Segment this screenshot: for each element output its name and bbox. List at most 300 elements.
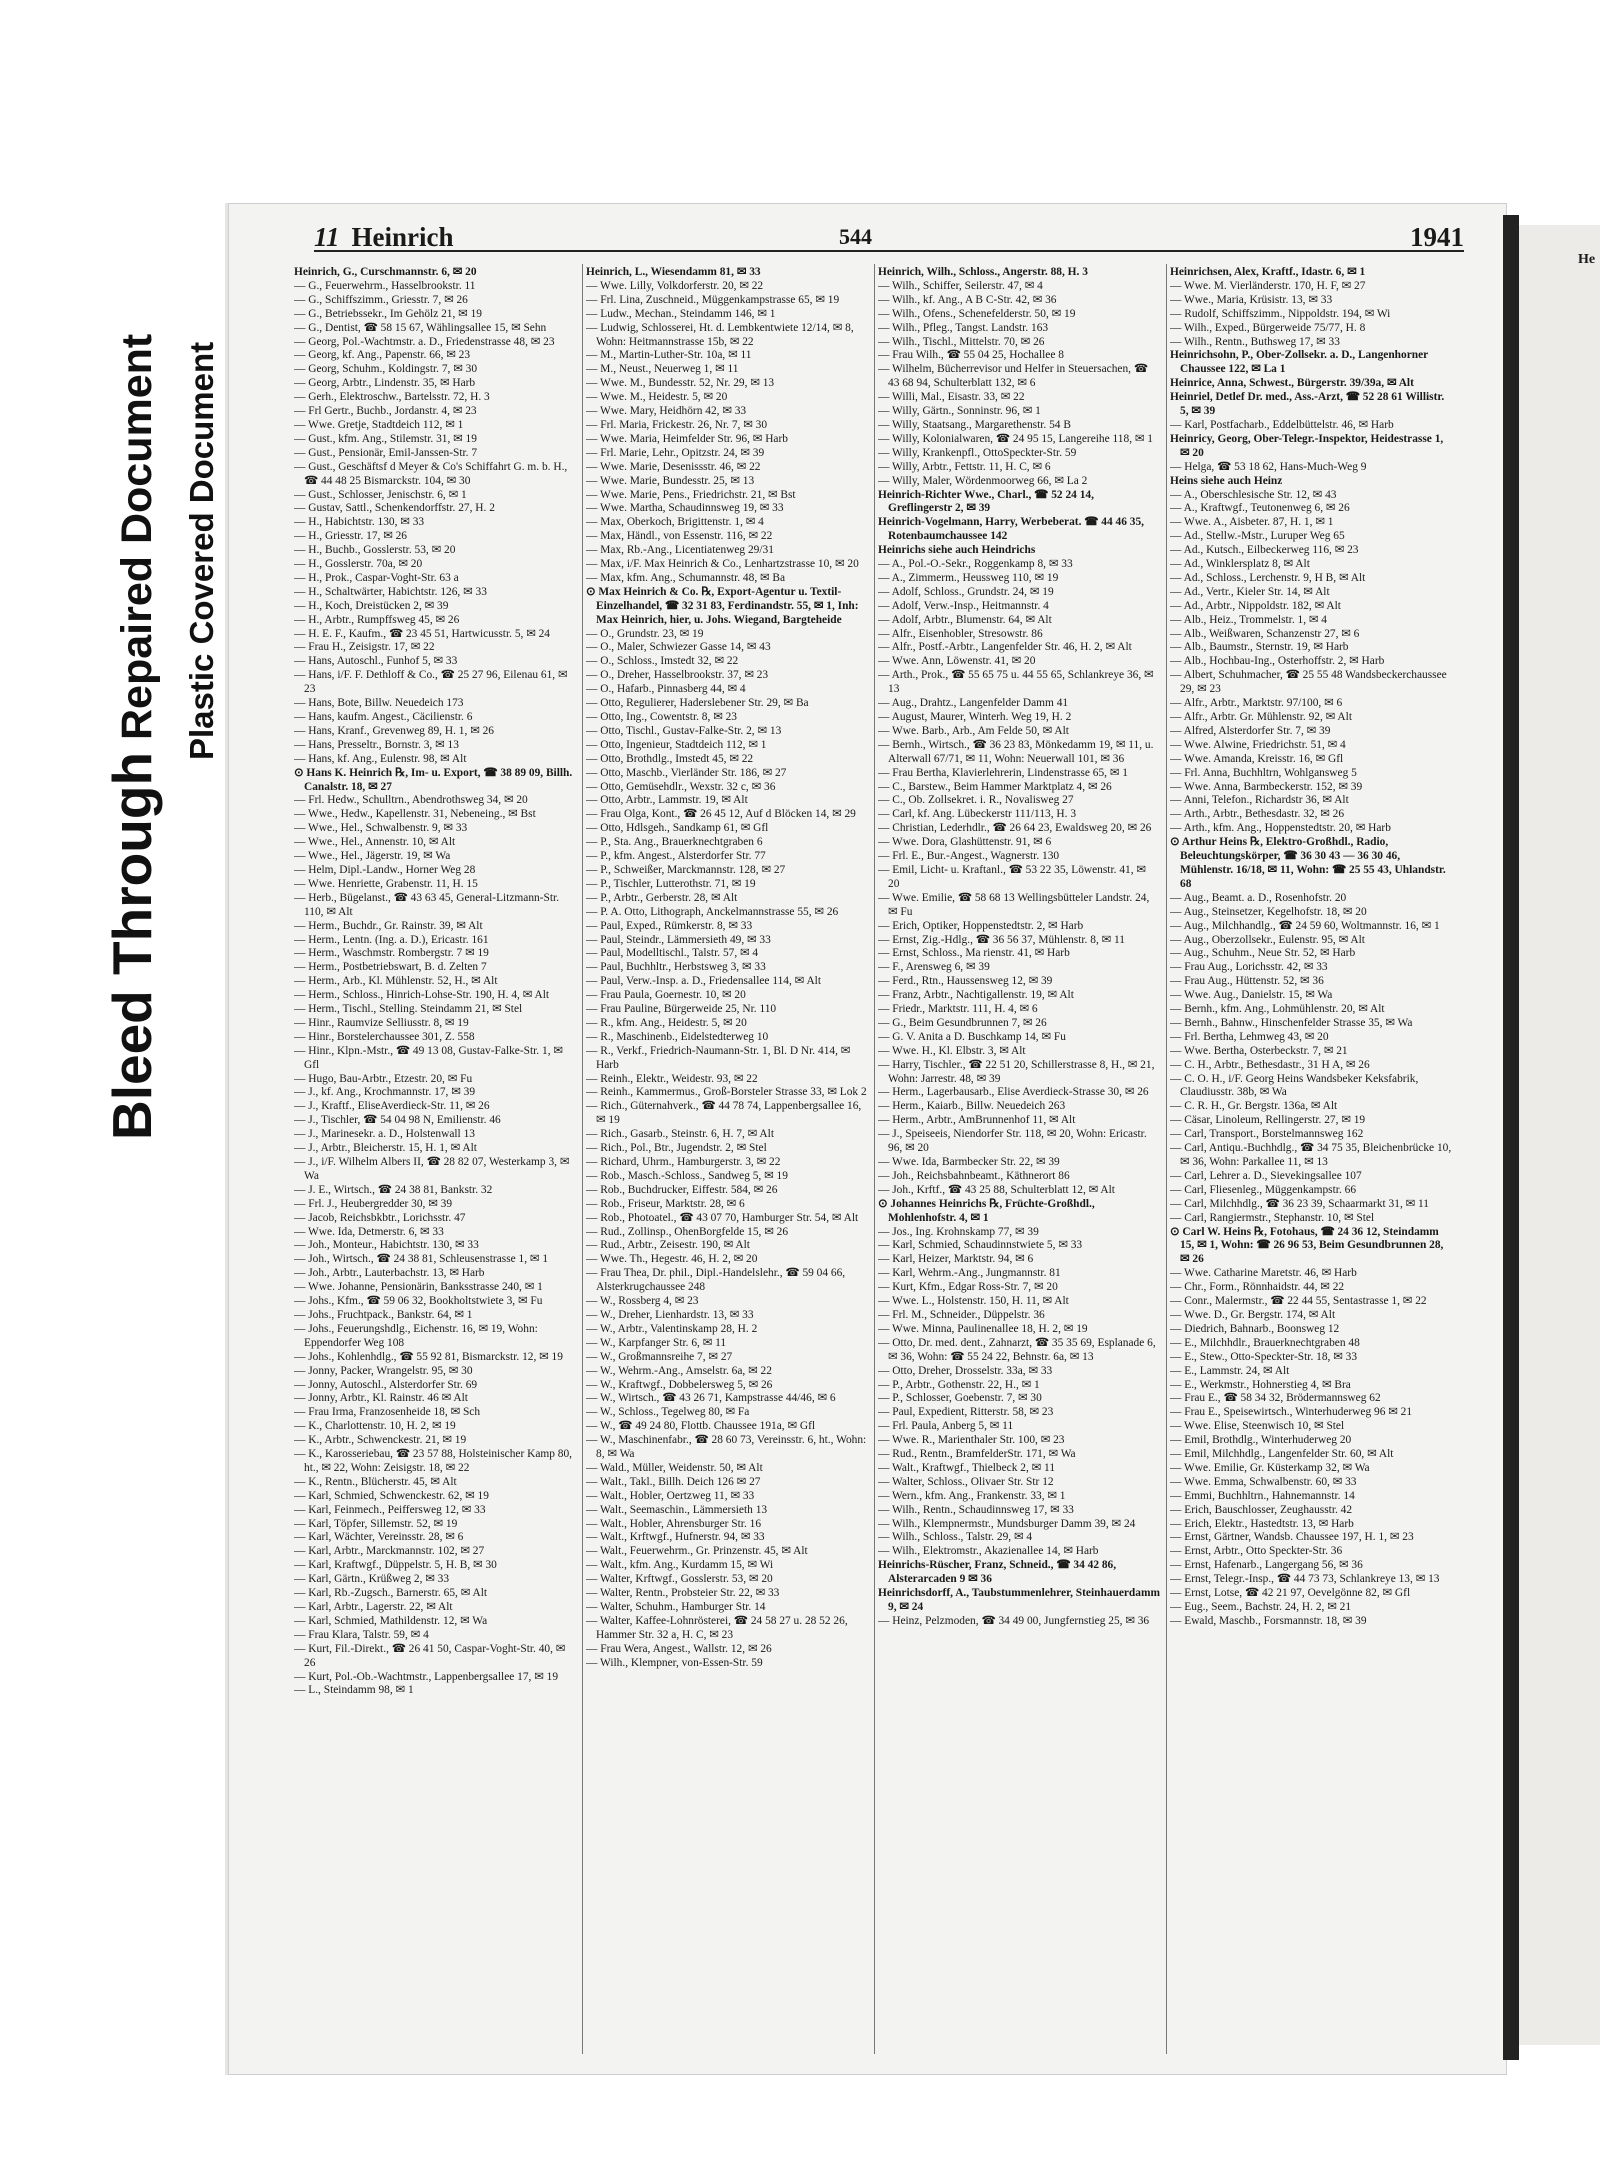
directory-entry: — Conr., Malermstr., ☎ 22 44 55, Sentastrasse 1, ✉ 22 [1170, 1295, 1427, 1308]
directory-entry: — Frl. Bertha, Lehmweg 43, ✉ 20 [1170, 1030, 1329, 1043]
directory-entry: — P., Arbtr., Gothenstr. 22, H., ✉ 1 [878, 1378, 1040, 1391]
directory-entry: — Willy, Maler, Wördenmoorweg 66, ✉ La 2 [878, 474, 1088, 487]
directory-entry: — Ad., Winklersplatz 8, ✉ Alt [1170, 558, 1310, 571]
column-rule [874, 264, 875, 2054]
directory-entry: — Eug., Seem., Bachstr. 24, H. 2, ✉ 21 [1170, 1601, 1352, 1613]
directory-entry: — Wwe. R., Marienthaler Str. 100, ✉ 23 [878, 1434, 1065, 1447]
directory-entry: — Johs., Kohlenhdlg., ☎ 55 92 81, Bismarckstr. 12, ✉ 19 [294, 1350, 563, 1363]
directory-entry: — P., Tischler, Lutterothstr. 71, ✉ 19 [586, 877, 756, 890]
directory-entry: — Wwe. Mary, Heidhörn 42, ✉ 33 [586, 405, 747, 418]
directory-entry: — Ad., Kutsch., Eilbeckerweg 116, ✉ 23 [1170, 544, 1359, 557]
directory-entry: — Johs., Fruchtpack., Bankstr. 64, ✉ 1 [294, 1308, 473, 1321]
directory-entry: — W., Arbtr., Valentinskamp 28, H. 2 [586, 1322, 758, 1335]
directory-entry: — P., Arbtr., Gerberstr. 28, ✉ Alt [586, 891, 738, 904]
directory-entry: — Ludw., Mechan., Steindamm 146, ✉ 1 [586, 307, 776, 320]
directory-entry: — Alb., Weißwaren, Schanzenstr 27, ✉ 6 [1170, 627, 1360, 640]
directory-entry: — Rudolf, Schiffszimm., Nippoldstr. 194, ✉ Wi [1170, 307, 1391, 320]
directory-entry: — Wwe. Emma, Schwalbenstr. 60, ✉ 33 [1170, 1475, 1357, 1488]
directory-entry: — H., Griesstr. 17, ✉ 26 [294, 530, 408, 543]
directory-entry: — W., Schloss., Tegelweg 80, ✉ Fa [586, 1406, 750, 1419]
directory-entry: — Hinr., Raumvize Selliusstr. 8, ✉ 19 [294, 1016, 469, 1029]
directory-entry: — Otto, Maschb., Vierländer Str. 186, ✉ 27 [586, 766, 787, 779]
directory-entry: — Paul, Modelltischl., Talstr. 57, ✉ 4 [586, 947, 759, 960]
directory-entry: — Chr., Form., Rönnhaidstr. 44, ✉ 22 [1170, 1281, 1345, 1294]
directory-entry: — Alfred, Alsterdorfer Str. 7, ✉ 39 [1170, 724, 1331, 737]
directory-entry: — Wwe., Hel., Schwalbenstr. 9, ✉ 33 [294, 822, 468, 835]
directory-entry: — Ernst, Arbtr., Otto Speckter-Str. 36 [1170, 1545, 1343, 1558]
page-number: 544 [839, 224, 872, 249]
directory-entry: — Frl. M., Schneider., Düppelstr. 36 [878, 1308, 1045, 1321]
directory-entry: — H., Prok., Caspar-Voght-Str. 63 a [294, 571, 459, 584]
directory-entry: — Jonny, Arbtr., Kl. Rainstr. 46 ✉ Alt [294, 1392, 468, 1405]
directory-entry: — Emil, Brothdlg., Winterhuderweg 20 [1170, 1434, 1352, 1447]
directory-entry: Heinrichsohn, P., Ober-Zollsekr. a. D., Langenhorner Chaussee 122, ✉ La 1 [1170, 349, 1429, 376]
directory-entry: — K., Karosseriebau, ☎ 23 57 88, Holsteinischer Kamp 80, ht., ✉ 22, Wohn: Zeisigstr. 18, ✉ 22 [294, 1448, 573, 1474]
directory-entry: — Friedr., Marktstr. 111, H. 4, ✉ 6 [878, 1003, 1038, 1016]
directory-entry: — Hinr., Klpn.-Mstr., ☎ 49 13 08, Gustav-Falke-Str. 1, ✉ Gfl [294, 1044, 563, 1071]
directory-entry: — Franz, Arbtr., Nachtigallenstr. 19, ✉ Alt [878, 989, 1074, 1002]
directory-entry: — Frau Paula, Goernestr. 10, ✉ 20 [586, 989, 746, 1002]
directory-entry: — Otto, Tischl., Gustav-Falke-Str. 2, ✉ 13 [586, 724, 782, 737]
directory-entry: — O., Grundstr. 23, ✉ 19 [586, 627, 704, 640]
directory-entry: — Frl. J., Heubergredder 30, ✉ 39 [294, 1197, 453, 1210]
directory-entry: — Arth., kfm. Ang., Hoppenstedtstr. 20, ✉ Harb [1170, 822, 1391, 835]
directory-entry: — Herm., Arbtr., AmBrunnenhof 11, ✉ Alt [878, 1114, 1076, 1127]
directory-entry: — Aug., Milchhandlg., ☎ 24 59 60, Woltmannstr. 16, ✉ 1 [1170, 919, 1440, 932]
directory-entry: — Rich., Pol., Btr., Jugendstr. 2, ✉ Stel [586, 1142, 767, 1155]
directory-entry: — Wwe. A., Aisbeter. 87, H. 1, ✉ 1 [1170, 516, 1334, 529]
directory-entry: — Bernh., Bahnw., Hinschenfelder Strasse 35, ✉ Wa [1170, 1016, 1413, 1029]
directory-entry: — Ad., Vertr., Kieler Str. 14, ✉ Alt [1170, 585, 1330, 598]
directory-entry: — Walter, Schuhm., Hamburger Str. 14 [586, 1601, 766, 1613]
directory-entry: — K., Charlottenstr. 10, H. 2, ✉ 19 [294, 1420, 456, 1433]
directory-entry: — Arth., Arbtr., Bethesdastr. 32, ✉ 26 [1170, 808, 1345, 821]
directory-entry: — Alfr., Postf.-Arbtr., Langenfelder Str. 46, H. 2, ✉ Alt [878, 641, 1132, 654]
directory-entry: — Hinr., Borstelerchaussee 301, Z. 558 [294, 1030, 475, 1043]
directory-entry: — Gust., Pensionär, Emil-Janssen-Str. 7 [294, 446, 478, 459]
directory-entry: ⊙ Hans K. Heinrich ℞, Im- u. Export, ☎ 38 89 09, Billh. Canalstr. 18, ✉ 27 [294, 766, 573, 793]
directory-entry: — Karl, Schmied, Schaudinnstwiete 5, ✉ 33 [878, 1239, 1083, 1252]
directory-entry: — G., Schiffszimm., Griesstr. 7, ✉ 26 [294, 293, 468, 306]
directory-entry: — P., Schweißer, Marckmannstr. 128, ✉ 27 [586, 863, 786, 876]
directory-entry: — Alfr., Eisenhobler, Stresowstr. 86 [878, 627, 1043, 640]
directory-entry: ⊙ Carl W. Heins ℞, Fotohaus, ☎ 24 36 12, Steindamm 15, ✉ 1, Wohn: ☎ 26 96 53, Beim Gesundbrunnen 28, ✉ 26 [1170, 1225, 1444, 1266]
directory-entry: — E., Lammstr. 24, ✉ Alt [1170, 1364, 1290, 1377]
directory-entry: — H., Habichtstr. 130, ✉ 33 [294, 516, 425, 529]
directory-entry: — Frau E., Speisewirtsch., Winterhuderweg 96 ✉ 21 [1170, 1406, 1413, 1419]
directory-entry: — R., Verkf., Friedrich-Naumann-Str. 1, Bl. D Nr. 414, ✉ Harb [586, 1044, 851, 1071]
directory-entry: — Joh., Wirtsch., ☎ 24 38 81, Schleusenstrasse 1, ✉ 1 [294, 1253, 549, 1266]
directory-entry: — Helga, ☎ 53 18 62, Hans-Much-Weg 9 [1170, 460, 1367, 473]
directory-entry: — Rob., Masch.-Schloss., Sandweg 5, ✉ 19 [586, 1169, 788, 1182]
directory-entry: — Wilh., Ofens., Schenefelderstr. 50, ✉ 19 [878, 307, 1076, 320]
directory-entry: — Wilh., Schiffer, Seilerstr. 47, ✉ 4 [878, 279, 1043, 292]
directory-entry: — W., Rossberg 4, ✉ 23 [586, 1295, 699, 1308]
directory-entry: — Joh., Krftf., ☎ 43 25 88, Schulterblatt 12, ✉ Alt [878, 1183, 1115, 1196]
directory-entry: — C., Ob. Zollsekret. i. R., Novalisweg 27 [878, 794, 1074, 807]
directory-entry: — Walter, Kaffee-Lohnrösterei, ☎ 24 58 27 u. 28 52 26, Hammer Str. 32 a, H. C, ✉ 23 [586, 1614, 848, 1641]
directory-entry: — Wwe., Hedw., Kapellenstr. 31, Nebeneing., ✉ Bst [294, 808, 536, 821]
directory-entry: — Georg, kf. Ang., Papenstr. 66, ✉ 23 [294, 349, 471, 362]
directory-entry: ⊙ Johannes Heinrichs ℞, Früchte-Großhdl., Mohlenhofstr. 4, ✉ 1 [878, 1197, 1095, 1224]
directory-entry: — Walt., kfm. Ang., Kurdamm 15, ✉ Wi [586, 1559, 774, 1572]
directory-entry: — Ernst, Telegr.-Insp., ☎ 44 73 73, Schlankreye 13, ✉ 13 [1170, 1573, 1440, 1586]
directory-entry: — Ferd., Rtn., Haussensweg 12, ✉ 39 [878, 975, 1053, 988]
directory-column-3 [878, 266, 1160, 2056]
directory-entry: — Cäsar, Linoleum, Rellingerstr. 27, ✉ 19 [1170, 1114, 1366, 1127]
directory-entry: — Johs., Kfm., ☎ 59 06 32, Bookholtstwiete 3, ✉ Fu [294, 1295, 543, 1308]
directory-entry: — Karl, Schmied, Schwenckestr. 62, ✉ 19 [294, 1489, 489, 1502]
directory-entry: — W., Großmannsreihe 7, ✉ 27 [586, 1350, 733, 1363]
directory-entry: — Adolf, Arbtr., Blumenstr. 64, ✉ Alt [878, 613, 1052, 626]
directory-entry: — Karl, Arbtr., Lagerstr. 22, ✉ Alt [294, 1601, 453, 1613]
directory-entry: — Frau Wera, Angest., Wallstr. 12, ✉ 26 [586, 1642, 772, 1655]
directory-entry: — Willy, Staatsang., Margarethenstr. 54 B [878, 418, 1071, 431]
directory-column-1 [294, 266, 576, 2056]
directory-entry: — K., Rentn., Blücherstr. 45, ✉ Alt [294, 1475, 457, 1488]
directory-entry: — Walt., Hobler, Oertzweg 11, ✉ 33 [586, 1489, 755, 1502]
directory-entry: — Ernst, Hafenarb., Langergang 56, ✉ 36 [1170, 1559, 1363, 1572]
directory-entry: — E., Werkmstr., Hohnerstieg 4, ✉ Bra [1170, 1378, 1351, 1391]
directory-entry: — W., Maschinenfabr., ☎ 28 60 73, Vereinsstr. 6, ht., Wohn: 8, ✉ Wa [586, 1434, 867, 1461]
directory-entry: — Wwe., Hel., Jägerstr. 19, ✉ Wa [294, 850, 451, 863]
directory-entry: — Hans, Presseltr., Bornstr. 3, ✉ 13 [294, 738, 459, 751]
directory-entry: — Herm., Tischl., Stelling. Steindamm 21, ✉ Stel [294, 1003, 523, 1016]
directory-entry: — J., Marinesekr. a. D., Holstenwall 13 [294, 1128, 475, 1141]
directory-entry: — J., Arbtr., Bleicherstr. 15, H. 1, ✉ Alt [294, 1142, 477, 1155]
directory-entry: — Frl. Anna, Buchhltrn, Wohlgansweg 5 [1170, 766, 1357, 779]
directory-entry: — Frau Olga, Kont., ☎ 26 45 12, Auf d Blöcken 14, ✉ 29 [586, 808, 856, 821]
directory-entry: — Gust., Schlosser, Jenischstr. 6, ✉ 1 [294, 488, 467, 501]
directory-entry: — A., Oberschlesische Str. 12, ✉ 43 [1170, 488, 1337, 501]
directory-entry: — Wwe. Minna, Paulinenallee 18, H. 2, ✉ 19 [878, 1322, 1088, 1335]
directory-entry: — Wilh., Rentn., Buthsweg 17, ✉ 33 [1170, 335, 1340, 348]
directory-entry: — Herm., Buchdr., Gr. Rainstr. 39, ✉ Alt [294, 919, 483, 932]
directory-entry: — Wwe. M. Vierländerstr. 170, H. F, ✉ 27 [1170, 279, 1366, 292]
directory-entry: — Paul, Buchhltr., Herbstsweg 3, ✉ 33 [586, 961, 766, 974]
directory-entry: — Wwe. M., Heidestr. 5, ✉ 20 [586, 391, 728, 404]
directory-entry: — G., Beim Gesundbrunnen 7, ✉ 26 [878, 1016, 1047, 1029]
directory-entry: — Georg, Arbtr., Lindenstr. 35, ✉ Harb [294, 377, 476, 390]
directory-entry: — Aug., Drahtz., Langenfelder Damm 41 [878, 697, 1069, 710]
directory-entry: — Wwe. Dora, Glashüttenstr. 91, ✉ 6 [878, 836, 1052, 849]
directory-entry: — Karl, Postfacharb., Eddelbüttelstr. 46, ✉ Harb [1170, 418, 1394, 431]
directory-entry: — Christian, Lederhdlr., ☎ 26 64 23, Ewaldsweg 20, ✉ 26 [878, 822, 1152, 835]
directory-entry: — Gerh., Elektroschw., Bartelsstr. 72, H. 3 [294, 391, 490, 404]
directory-entry: — Wwe. Johanne, Pensionärin, Banksstrasse 240, ✉ 1 [294, 1281, 543, 1294]
directory-entry: — Rud., Rentn., BramfelderStr. 171, ✉ Wa [878, 1448, 1076, 1461]
directory-entry: — Hans, Bote, Billw. Neuedeich 173 [294, 697, 464, 710]
directory-entry: — Kurt, Fil.-Direkt., ☎ 26 41 50, Caspar-Voght-Str. 40, ✉ 26 [294, 1642, 566, 1669]
directory-entry: — Karl, Gärtn., Krüßweg 2, ✉ 33 [294, 1573, 450, 1586]
side-label-primary-b: Repaired Document [113, 333, 161, 740]
directory-entry: — Ernst, Zig.-Hdlg., ☎ 36 56 37, Mühlenstr. 8, ✉ 11 [878, 933, 1126, 946]
directory-entry: — Erich, Bauschlosser, Zeughausstr. 42 [1170, 1503, 1353, 1516]
directory-entry: — Ludwig, Schlosserei, Ht. d. Lembkentwiete 12/14, ✉ 8, Wohn: Heitmannstrasse 15b, ✉ 22 [586, 321, 854, 348]
directory-entry: — A., Zimmerm., Heussweg 110, ✉ 19 [878, 571, 1059, 584]
directory-entry: — Frau Pauline, Bürgerweide 25, Nr. 110 [586, 1003, 777, 1016]
directory-entry: — Herm., Lagerbausarb., Elise Averdieck-Strasse 30, ✉ 26 [878, 1086, 1149, 1099]
directory-entry: — H., Koch, Dreistücken 2, ✉ 39 [294, 599, 449, 612]
directory-entry: — Wwe. Gretje, Stadtdeich 112, ✉ 1 [294, 418, 464, 431]
directory-entry: — Wwe. L., Holstenstr. 150, H. 11, ✉ Alt [878, 1295, 1069, 1308]
directory-entry: — Carl, Rangiermstr., Stephanstr. 10, ✉ Stel [1170, 1211, 1375, 1224]
directory-entry: — W., Wehrm.-Ang., Amselstr. 6a, ✉ 22 [586, 1364, 772, 1377]
side-labels [0, 0, 230, 2177]
directory-entry: — H., Schaltwärter, Habichtstr. 126, ✉ 33 [294, 585, 487, 598]
directory-entry: — Carl, kf. Ang. Lübeckerstr 111/113, H. 3 [878, 808, 1077, 821]
directory-entry: — Carl, Lehrer a. D., Sievekingsallee 107 [1170, 1169, 1362, 1182]
directory-entry: — Frl. E., Bur.-Angest., Wagnerstr. 130 [878, 850, 1060, 863]
directory-entry: — Diedrich, Bahnarb., Boonsweg 12 [1170, 1322, 1340, 1335]
side-label-secondary: Plastic Covered Document [183, 341, 220, 760]
directory-entry: — Frau Irma, Franzosenheide 18, ✉ Sch [294, 1406, 481, 1419]
directory-entry: — Carl, Transport., Borstelmannsweg 162 [1170, 1128, 1364, 1141]
directory-entry: — Herm., Postbetriebswart, B. d. Zelten 7 [294, 961, 487, 974]
directory-entry: — H. E. F., Kaufm., ☎ 23 45 51, Hartwicusstr. 5, ✉ 24 [294, 627, 550, 640]
page-header [314, 222, 1464, 252]
directory-entry: — Walt., Kraftwgf., Thielbeck 2, ✉ 11 [878, 1461, 1056, 1474]
directory-entry: — Wwe. Alwine, Friedrichstr. 51, ✉ 4 [1170, 738, 1346, 751]
directory-entry: — Otto, Ingenieur, Stadtdeich 112, ✉ 1 [586, 738, 767, 751]
directory-entry: — Herm., Lentn. (Ing. a. D.), Ericastr. 161 [294, 933, 489, 946]
directory-entry: — Paul, Exped., Rümkerstr. 8, ✉ 33 [586, 919, 753, 932]
directory-entry: — Frl. Hedw., Schulltrn., Abendrothsweg 34, ✉ 20 [294, 794, 528, 807]
directory-entry: — Willy, Krankenpfl., OttoSpeckter-Str. 59 [878, 446, 1077, 459]
directory-entry: — Harry, Tischler., ☎ 22 51 20, Schillerstrasse 8, H., ✉ 21, Wohn: Jarrestr. 48, ✉ 39 [878, 1058, 1155, 1085]
directory-entry: — Wwe. Bertha, Osterbeckstr. 7, ✉ 21 [1170, 1044, 1348, 1057]
directory-entry: — Herm., Schloss., Hinrich-Lohse-Str. 190, H. 4, ✉ Alt [294, 989, 550, 1002]
directory-entry: — M., Neust., Neuerweg 1, ✉ 11 [586, 363, 739, 376]
directory-entry: Heinrichs-Rüscher, Franz, Schneid., ☎ 34 42 86, Alsterarcaden 9 ✉ 36 [878, 1559, 1117, 1586]
directory-entry: — Frau H., Zeisigstr. 17, ✉ 22 [294, 641, 435, 654]
directory-entry: — Karl, Kraftwgf., Düppelstr. 5, H. B, ✉ 30 [294, 1559, 497, 1572]
directory-column-4 [1170, 266, 1452, 2056]
directory-entry: — Kurt, Pol.-Ob.-Wachtmstr., Lappenbergsallee 17, ✉ 19 [294, 1670, 559, 1683]
directory-entry: — Wwe. H., Kl. Elbstr. 3, ✉ Alt [878, 1044, 1026, 1057]
directory-entry: — P. A. Otto, Lithograph, Anckelmannstrasse 55, ✉ 26 [586, 905, 839, 918]
directory-entry: — Otto, Arbtr., Lammstr. 19, ✉ Alt [586, 794, 748, 807]
directory-entry: — Rich., Gasarb., Steinstr. 6, H. 7, ✉ Alt [586, 1128, 774, 1141]
directory-entry: — Wwe. Lilly, Volkdorferstr. 20, ✉ 22 [586, 279, 764, 292]
directory-entry: — Aug., Beamt. a. D., Rosenhofstr. 20 [1170, 891, 1347, 904]
directory-entry: Heinrichsdorff, A., Taubstummenlehrer, Steinhauerdamm 9, ✉ 24 [878, 1587, 1160, 1613]
directory-entry: — Ad., Schloss., Lerchenstr. 9, H B, ✉ Alt [1170, 571, 1366, 584]
directory-entry: — O., Maler, Schwiezer Gasse 14, ✉ 43 [586, 641, 771, 654]
document-page [228, 203, 1507, 2075]
directory-entry: — Jonny, Packer, Wrangelstr. 95, ✉ 30 [294, 1364, 473, 1377]
directory-entry: — W., ☎ 49 24 80, Flottb. Chaussee 191a, ✉ Gfl [586, 1420, 816, 1433]
directory-entry: — Wilh., Exped., Bürgerweide 75/77, H. 8 [1170, 321, 1366, 334]
directory-entry: — Alfr., Arbtr., Marktstr. 97/100, ✉ 6 [1170, 697, 1343, 710]
directory-entry: — Ernst, Schloss., Ma rienstr. 41, ✉ Harb [878, 947, 1070, 960]
directory-entry: — J., Tischler, ☎ 54 04 98 N, Emilienstr. 46 [294, 1114, 501, 1127]
directory-entry: — Paul, Expedient, Ritterstr. 58, ✉ 23 [878, 1406, 1054, 1419]
directory-entry: — Aug., Oberzollsekr., Eulenstr. 95, ✉ Alt [1170, 933, 1365, 946]
directory-entry: ⊙ Max Heinrich & Co. ℞, Export-Agentur u. Textil-Einzelhandel, ☎ 32 31 83, Ferdinandstr. 55, ✉ 1, Inh: Max Heinrich, hier, u. Johs. Wiegand, Bargteheide [586, 585, 859, 626]
directory-entry: — Wwe. Elise, Steenwisch 10, ✉ Stel [1170, 1420, 1345, 1433]
directory-entry: — Arth., Prok., ☎ 55 65 75 u. 44 55 65, Schlankreye 36, ✉ 13 [878, 669, 1154, 696]
directory-entry: — Herm., Kaiarb., Billw. Neuedeich 263 [878, 1100, 1066, 1113]
directory-entry: — Willy, Arbtr., Fettstr. 11, H. C, ✉ 6 [878, 460, 1051, 473]
directory-entry: — C., Barstew., Beim Hammer Marktplatz 4, ✉ 26 [878, 780, 1112, 793]
directory-entry: — Otto, Gemüsehdlr., Wexstr. 32 c, ✉ 36 [586, 780, 776, 793]
directory-entry: — Frau E., ☎ 58 34 32, Brödermannsweg 62 [1170, 1392, 1381, 1405]
directory-entry: — Ewald, Maschb., Forsmannstr. 18, ✉ 39 [1170, 1614, 1367, 1627]
directory-entry: — Johs., Feuerungshdlg., Eichenstr. 16, ✉ 19, Wohn: Eppendorfer Weg 108 [294, 1322, 538, 1349]
column-rule [1166, 264, 1167, 2054]
directory-entry: — Jacob, Reichsbkbtr., Lorichsstr. 47 [294, 1211, 466, 1224]
directory-entry: — H., Gosslerstr. 70a, ✉ 20 [294, 558, 423, 571]
directory-entry: — Wwe. Marie, Pens., Friedrichstr. 21, ✉ Bst [586, 488, 796, 501]
directory-entry: — Rob., Photoatel., ☎ 43 07 70, Hamburger Str. 54, ✉ Alt [586, 1211, 859, 1224]
directory-entry: — Reinh., Elektr., Weidestr. 93, ✉ 22 [586, 1072, 758, 1085]
directory-entry: — Wilh., Klempnermstr., Mundsburger Damm 39, ✉ 24 [878, 1517, 1136, 1530]
directory-entry: — Georg, Pol.-Wachtmstr. a. D., Friedenstrasse 48, ✉ 23 [294, 335, 555, 348]
directory-entry: — Emil, Milchhdlg., Langenfelder Str. 60, ✉ Alt [1170, 1448, 1394, 1461]
book-spine [1503, 215, 1519, 2060]
directory-entry: — Wwe. Emilie, Gr. Küsterkamp 32, ✉ Wa [1170, 1461, 1370, 1474]
directory-entry: — Frau Wilh., ☎ 55 04 25, Hochallee 8 [878, 349, 1064, 362]
directory-entry: Heinriel, Detlef Dr. med., Ass.-Arzt, ☎ 52 28 61 Willistr. 5, ✉ 39 [1170, 391, 1445, 418]
side-label-primary [100, 334, 164, 1140]
directory-entry: — Karl, Töpfer, Sillemstr. 52, ✉ 19 [294, 1517, 458, 1530]
directory-entry: — Wwe. Barb., Arb., Am Felde 50, ✉ Alt [878, 724, 1069, 737]
directory-entry: — P., Sta. Ang., Brauerknechtgraben 6 [586, 836, 763, 849]
directory-entry: — Bernh., kfm. Ang., Lohmühlenstr. 20, ✉ Alt [1170, 1003, 1385, 1016]
directory-entry: — R., kfm. Ang., Heidestr. 5, ✉ 20 [586, 1016, 747, 1029]
directory-entry: — Wald., Müller, Weidenstr. 50, ✉ Alt [586, 1461, 763, 1474]
directory-entry: Heinrich, L., Wiesendamm 81, ✉ 33 [586, 266, 761, 278]
directory-entry: — Rob., Buchdrucker, Eiffestr. 584, ✉ 26 [586, 1183, 778, 1196]
directory-entry: — Joh., Monteur., Habichtstr. 130, ✉ 33 [294, 1239, 479, 1252]
page-year: 1941 [1410, 222, 1464, 252]
directory-entry: — Otto, Dreher, Drosselstr. 33a, ✉ 33 [878, 1364, 1053, 1377]
directory-entry: — P., kfm. Angest., Alsterdorfer Str. 77 [586, 850, 766, 863]
directory-entry: — G. V. Anita a D. Buschkamp 14, ✉ Fu [878, 1030, 1066, 1043]
directory-entry: — Rich., Güternahverk., ☎ 44 78 74, Lappenbergsallee 16, ✉ 19 [586, 1100, 862, 1127]
directory-entry: — Wilh., kf. Ang., A B C-Str. 42, ✉ 36 [878, 293, 1057, 306]
directory-entry: — L., Steindamm 98, ✉ 1 [294, 1684, 414, 1697]
directory-entry: — Wern., kfm. Ang., Frankenstr. 33, ✉ 1 [878, 1489, 1066, 1502]
side-label-primary-a: Bleed Through [101, 751, 163, 1140]
directory-entry: — Alb., Hochbau-Ing., Osterhoffstr. 2, ✉ Harb [1170, 655, 1385, 668]
directory-entry: — Emmi, Buchhltrn., Hahnemannstr. 14 [1170, 1489, 1355, 1502]
directory-entry: — Karl, Heizer, Marktstr. 94, ✉ 6 [878, 1253, 1034, 1266]
directory-entry: — W., Kraftwgf., Dobbelersweg 5, ✉ 26 [586, 1378, 773, 1391]
directory-entry: — Wilh., Tischl., Mittelstr. 70, ✉ 26 [878, 335, 1045, 348]
directory-entry: — Herb., Bügelanst., ☎ 43 63 45, General-Litzmann-Str. 110, ✉ Alt [294, 891, 560, 918]
directory-entry: — Paul, Verw.-Insp. a. D., Friedensallee 114, ✉ Alt [586, 975, 821, 988]
directory-entry: — Adolf, Schloss., Grundstr. 24, ✉ 19 [878, 585, 1054, 598]
directory-entry: — Hans, i/F. F. Dethloff & Co., ☎ 25 27 96, Eilenau 61, ✉ 23 [294, 669, 568, 696]
directory-entry: — Frau Aug., Lorichsstr. 42, ✉ 33 [1170, 961, 1328, 974]
directory-entry: — Walt., Seemaschin., Lämmersieth 13 [586, 1503, 768, 1516]
directory-entry: — Wwe. Emilie, ☎ 58 68 13 Wellingsbütteler Landstr. 24, ✉ Fu [878, 891, 1150, 918]
directory-entry: — Aug., Steinsetzer, Kegelhofstr. 18, ✉ 20 [1170, 905, 1367, 918]
next-page-edge [1519, 225, 1600, 2045]
directory-entry: — Wilh., Schloss., Talstr. 29, ✉ 4 [878, 1531, 1033, 1544]
directory-entry: — G., Betriebssekr., Im Gehölz 21, ✉ 19 [294, 307, 482, 320]
directory-entry: — G., Feuerwehrm., Hasselbrookstr. 11 [294, 279, 476, 292]
directory-entry: — Alfr., Arbtr. Gr. Mühlenstr. 92, ✉ Alt [1170, 711, 1352, 723]
directory-entry: — Wwe. Amanda, Kreisstr. 16, ✉ Gfl [1170, 752, 1344, 765]
directory-entry: — Karl, Feinmech., Peiffersweg 12, ✉ 33 [294, 1503, 486, 1516]
directory-entry: — Carl, Fliesenleg., Müggenkampstr. 66 [1170, 1183, 1357, 1196]
directory-entry: — Wwe. Th., Hegestr. 46, H. 2, ✉ 20 [586, 1253, 758, 1266]
directory-entry: — Wilh., Elektromstr., Akazienallee 14, ✉ Harb [878, 1545, 1099, 1558]
directory-entry: Heinrich-Vogelmann, Harry, Werbeberat. ☎ 44 46 35, Rotenbaumchaussee 142 [878, 516, 1145, 543]
running-head-name: Heinrich [351, 222, 454, 252]
directory-entry: — Wilhelm, Bücherrevisor und Helfer in Steuersachen, ☎ 43 68 94, Schulterblatt 132, ✉ 6 [878, 363, 1149, 390]
directory-entry: — Gust., Geschäftsf d Meyer & Co's Schiffahrt G. m. b. H., ☎ 44 48 25 Bismarckstr. 104, ✉ 30 [294, 460, 568, 487]
directory-entry: — W., Wirtsch., ☎ 43 26 71, Kampstrasse 44/46, ✉ 6 [586, 1392, 836, 1405]
directory-entry: — W., Karpfanger Str. 6, ✉ 11 [586, 1336, 727, 1349]
directory-entry: — Wilh., Rentn., Schaudinnsweg 17, ✉ 33 [878, 1503, 1074, 1516]
directory-entry: — Gustav, Sattl., Schenkendorffstr. 27, H. 2 [294, 502, 495, 515]
directory-entry: — A., Kraftwgf., Teutonenweg 6, ✉ 26 [1170, 502, 1350, 515]
directory-entry: — Wwe., Maria, Krüsistr. 13, ✉ 33 [1170, 293, 1333, 306]
directory-entry: — Hans, Kranf., Grevenweg 89, H. 1, ✉ 26 [294, 724, 494, 737]
directory-entry: — Karl, Wächter, Vereinsstr. 28, ✉ 6 [294, 1531, 464, 1544]
directory-entry: — Hans, Autoschl., Funhof 5, ✉ 33 [294, 655, 458, 668]
directory-entry: — Karl, Wehrm.-Ang., Jungmannstr. 81 [878, 1267, 1061, 1280]
directory-entry: — Walt., Hobler, Ahrensburger Str. 16 [586, 1517, 762, 1530]
directory-entry: — Ad., Arbtr., Nippoldstr. 182, ✉ Alt [1170, 599, 1341, 612]
directory-entry: — Wwe. Ida, Detmerstr. 6, ✉ 33 [294, 1225, 444, 1238]
directory-entry: — P., Schlosser, Goebenstr. 7, ✉ 30 [878, 1392, 1042, 1405]
directory-entry: Heins siehe auch Heinz [1170, 474, 1283, 487]
directory-entry: — A., Pol.-O.-Sekr., Roggenkamp 8, ✉ 33 [878, 558, 1073, 571]
directory-entry: — Wwe. Anna, Barmbeckerstr. 152, ✉ 39 [1170, 780, 1363, 793]
directory-entry: — Frl Gertr., Buchb., Jordanstr. 4, ✉ 23 [294, 405, 477, 418]
page-label: 11 [314, 222, 340, 252]
directory-entry: — O., Schloss., Imstedt 32, ✉ 22 [586, 655, 739, 668]
directory-entry: — Hans, kf. Ang., Eulenstr. 98, ✉ Alt [294, 752, 467, 765]
directory-entry: — W., Dreher, Lienhardstr. 13, ✉ 33 [586, 1308, 754, 1321]
directory-entry: Heinrice, Anna, Schwest., Bürgerstr. 39/39a, ✉ Alt [1170, 377, 1414, 390]
directory-entry: — Frau Aug., Hüttenstr. 52, ✉ 36 [1170, 975, 1324, 988]
directory-entry: Heinrichs siehe auch Heindrichs [878, 544, 1036, 557]
directory-entry: — Wwe. Ida, Barmbecker Str. 22, ✉ 39 [878, 1156, 1060, 1168]
directory-entry: — Heinz, Pelzmoden, ☎ 34 49 00, Jungfernstieg 25, ✉ 36 [878, 1614, 1150, 1627]
directory-entry: — Gust., kfm. Ang., Stilemstr. 31, ✉ 19 [294, 432, 477, 445]
directory-entry: — F., Arensweg 6, ✉ 39 [878, 961, 990, 974]
directory-entry: — Frl. Lina, Zuschneid., Müggenkampstrasse 65, ✉ 19 [586, 293, 840, 306]
directory-entry: Heinrich, G., Curschmannstr. 6, ✉ 20 [294, 266, 477, 278]
directory-entry: — Hugo, Bau-Arbtr., Etzestr. 20, ✉ Fu [294, 1072, 473, 1085]
directory-entry: — Walter, Krftwgf., Gosslerstr. 53, ✉ 20 [586, 1573, 773, 1586]
directory-entry: — J., Speiseeis, Niendorfer Str. 118, ✉ 20, Wohn: Ericastr. 96, ✉ 20 [878, 1128, 1147, 1155]
directory-entry: — Otto, Brothdlg., Imstedt 45, ✉ 22 [586, 752, 754, 765]
directory-entry: — Jos., Ing. Krohnskamp 77, ✉ 39 [878, 1225, 1039, 1238]
directory-entry: — Carl, Antiqu.-Buchhdlg., ☎ 34 75 35, Bleichenbrücke 10, ✉ 36, Wohn: Parkallee 11, ✉ 13 [1170, 1142, 1452, 1168]
directory-entry: — Frl. Paula, Anberg 5, ✉ 11 [878, 1420, 1014, 1433]
directory-entry: — Bernh., Wirtsch., ☎ 36 23 83, Mönkedamm 19, ✉ 11, u. Alterwall 67/71, ✉ 11, Wohn: Neuerwall 101, ✉ 36 [878, 738, 1154, 765]
directory-entry: — Joh., Reichsbahnbeamt., Käthnerort 86 [878, 1169, 1070, 1182]
directory-entry: — K., Arbtr., Schwenckestr. 21, ✉ 19 [294, 1434, 467, 1447]
directory-entry: — Wwe. Henriette, Grabenstr. 11, H. 15 [294, 877, 478, 890]
directory-entry: — Herm., Arb., Kl. Mühlenstr. 52, H., ✉ Alt [294, 975, 498, 988]
directory-entry: — Max, i/F. Max Heinrich & Co., Lenhartzstrasse 10, ✉ 20 [586, 558, 859, 571]
directory-entry: — Wilh., Klempner, von-Essen-Str. 59 [586, 1656, 763, 1669]
directory-entry: — Alb., Baumstr., Sternstr. 19, ✉ Harb [1170, 641, 1349, 654]
directory-entry: — Frl. Marie, Lehr., Opitzstr. 24, ✉ 39 [586, 446, 765, 459]
directory-entry: ⊙ Arthur Heins ℞, Elektro-Großhdl., Radio, Beleuchtungskörper, ☎ 36 30 43 — 36 30 46, Mühlenstr. 16/18, ✉ 11, Wohn: ☎ 25 55 43, Uhlandstr. 68 [1170, 836, 1446, 890]
directory-entry: — Frl. Maria, Frickestr. 26, Nr. 7, ✉ 30 [586, 418, 768, 431]
directory-entry: — J., kf. Ang., Krochmannstr. 17, ✉ 39 [294, 1086, 476, 1099]
directory-entry: — Otto, Dr. med. dent., Zahnarzt, ☎ 35 35 69, Esplanade 6, ✉ 36, Wohn: ☎ 55 24 22, Behnstr. 6a, ✉ 13 [878, 1336, 1156, 1363]
